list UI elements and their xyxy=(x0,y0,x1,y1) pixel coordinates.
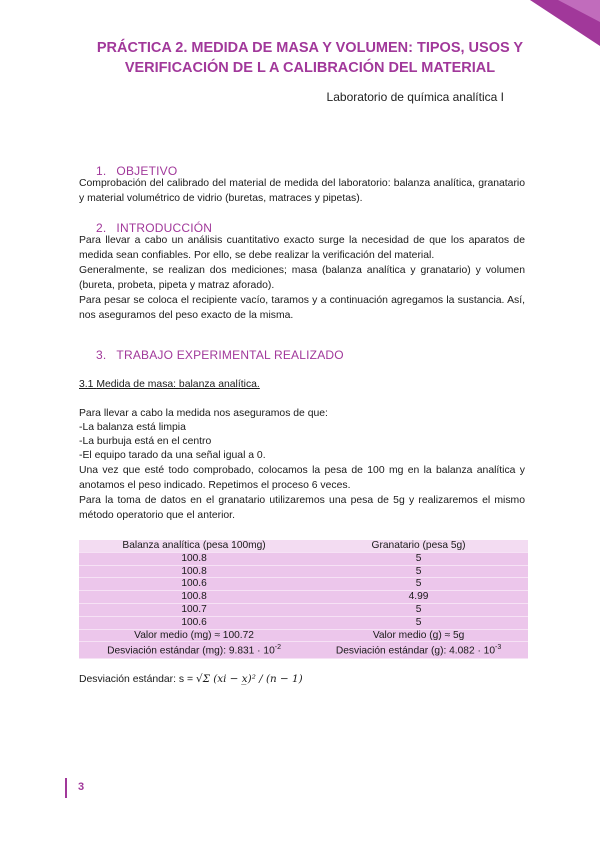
subsection-number: 3.1 xyxy=(79,379,94,390)
table-row xyxy=(79,578,528,591)
table-cell: 5 xyxy=(309,603,528,616)
table-cell: 100.8 xyxy=(79,591,309,604)
table-row xyxy=(79,591,528,604)
table-row xyxy=(79,552,528,565)
section-number: 1. xyxy=(96,164,107,178)
table-mean-row xyxy=(79,629,528,642)
table-row xyxy=(79,603,528,616)
introduccion-paragraph-2: Generalmente, se realizan dos mediciones; masa (balanza analítica y granatario) y volumen (bureta, probeta, pipeta y matraz aforado). xyxy=(79,265,525,291)
table-cell: 5 xyxy=(309,565,528,578)
table-header-row xyxy=(79,540,528,552)
introduccion-paragraph-3: Para pesar se coloca el recipiente vacío, taramos y a continuación agregamos la sustancia. Así, nos aseguramos del peso exacto de la misma. xyxy=(79,295,525,321)
std-exponent: -2 xyxy=(274,644,281,652)
table-cell: 4.99 xyxy=(309,591,528,604)
table-cell: 5 xyxy=(309,578,528,591)
table-cell: 100.7 xyxy=(79,603,309,616)
section-number: 3. xyxy=(96,348,107,362)
table-row xyxy=(79,565,528,578)
introduccion-paragraph-1: Para llevar a cabo un análisis cuantitativo exacto surge la necesidad de que los aparatos de medida sean confiables. Por ello, se debe realizar la verificación del material. xyxy=(79,235,525,261)
subsection-heading xyxy=(79,378,260,393)
std-exponent: -3 xyxy=(495,644,502,652)
table-cell: 100.6 xyxy=(79,616,309,629)
table-cell: 100.8 xyxy=(79,552,309,565)
table-row xyxy=(79,616,528,629)
table-cell: 100.6 xyxy=(79,578,309,591)
std-cell xyxy=(79,642,309,658)
section-title: OBJETIVO xyxy=(116,164,178,178)
section-title: INTRODUCCIÓN xyxy=(116,221,213,235)
table-header-cell: Granatario (pesa 5g) xyxy=(309,540,528,552)
document-title xyxy=(60,38,560,78)
std-label: Desviación estándar (mg): 9.831 · 10 xyxy=(107,645,275,657)
trabajo-paragraph: Una vez que esté todo comprobado, colocamos la pesa de 100 mg en la balanza analítica y anotamos el peso indicado. Repetimos el proceso 6 veces. xyxy=(79,465,525,491)
objetivo-text: Comprobación del calibrado del material de medida del laboratorio: balanza analítica, granatario y material volumétrico de vidrio (buretas, matraces y pipetas). xyxy=(79,178,525,204)
table-std-row xyxy=(79,642,528,658)
section-introduccion-heading xyxy=(96,221,212,235)
check-item: -La burbuja está en el centro xyxy=(79,436,212,447)
title-line-2: VERIFICACIÓN DE L A CALIBRACIÓN DEL MATERIAL xyxy=(124,60,496,76)
section-trabajo-heading xyxy=(96,348,344,362)
section-title: TRABAJO EXPERIMENTAL REALIZADO xyxy=(116,348,344,362)
mean-cell: Valor medio (mg) ≈ 100.72 xyxy=(79,629,309,642)
section-objetivo-heading xyxy=(96,164,177,178)
std-label: Desviación estándar (g): 4.082 · 10 xyxy=(335,645,495,657)
results-table xyxy=(79,540,528,659)
formula-label: Desviación estándar: s = xyxy=(79,674,194,685)
formula-expression: √Σ (xi − x̲)² / (n − 1) xyxy=(195,673,303,685)
std-formula xyxy=(79,673,303,685)
section-number: 2. xyxy=(96,221,107,235)
table-cell: 5 xyxy=(309,616,528,629)
page-number: 3 xyxy=(78,781,85,793)
check-item: -La balanza está limpia xyxy=(79,422,186,433)
subsection-title: Medida de masa: balanza analítica. xyxy=(96,379,260,390)
granatario-paragraph: Para la toma de datos en el granatario utilizaremos una pesa de 5g y realizaremos el mismo método operatorio que el anterior. xyxy=(79,495,525,521)
table-cell: 5 xyxy=(309,552,528,565)
footer-accent-bar xyxy=(65,778,67,798)
table-header-cell: Balanza analítica (pesa 100mg) xyxy=(79,540,309,552)
trabajo-intro: Para llevar a cabo la medida nos aseguramos de que: xyxy=(79,408,328,419)
title-line-1: PRÁCTICA 2. MEDIDA DE MASA Y VOLUMEN: TIPOS, USOS Y xyxy=(96,40,524,56)
std-cell xyxy=(309,642,528,658)
table-cell: 100.8 xyxy=(79,565,309,578)
mean-cell: Valor medio (g) ≈ 5g xyxy=(309,629,528,642)
course-subtitle: Laboratorio de química analítica I xyxy=(326,90,504,104)
check-item: -El equipo tarado da una señal igual a 0. xyxy=(79,450,266,461)
